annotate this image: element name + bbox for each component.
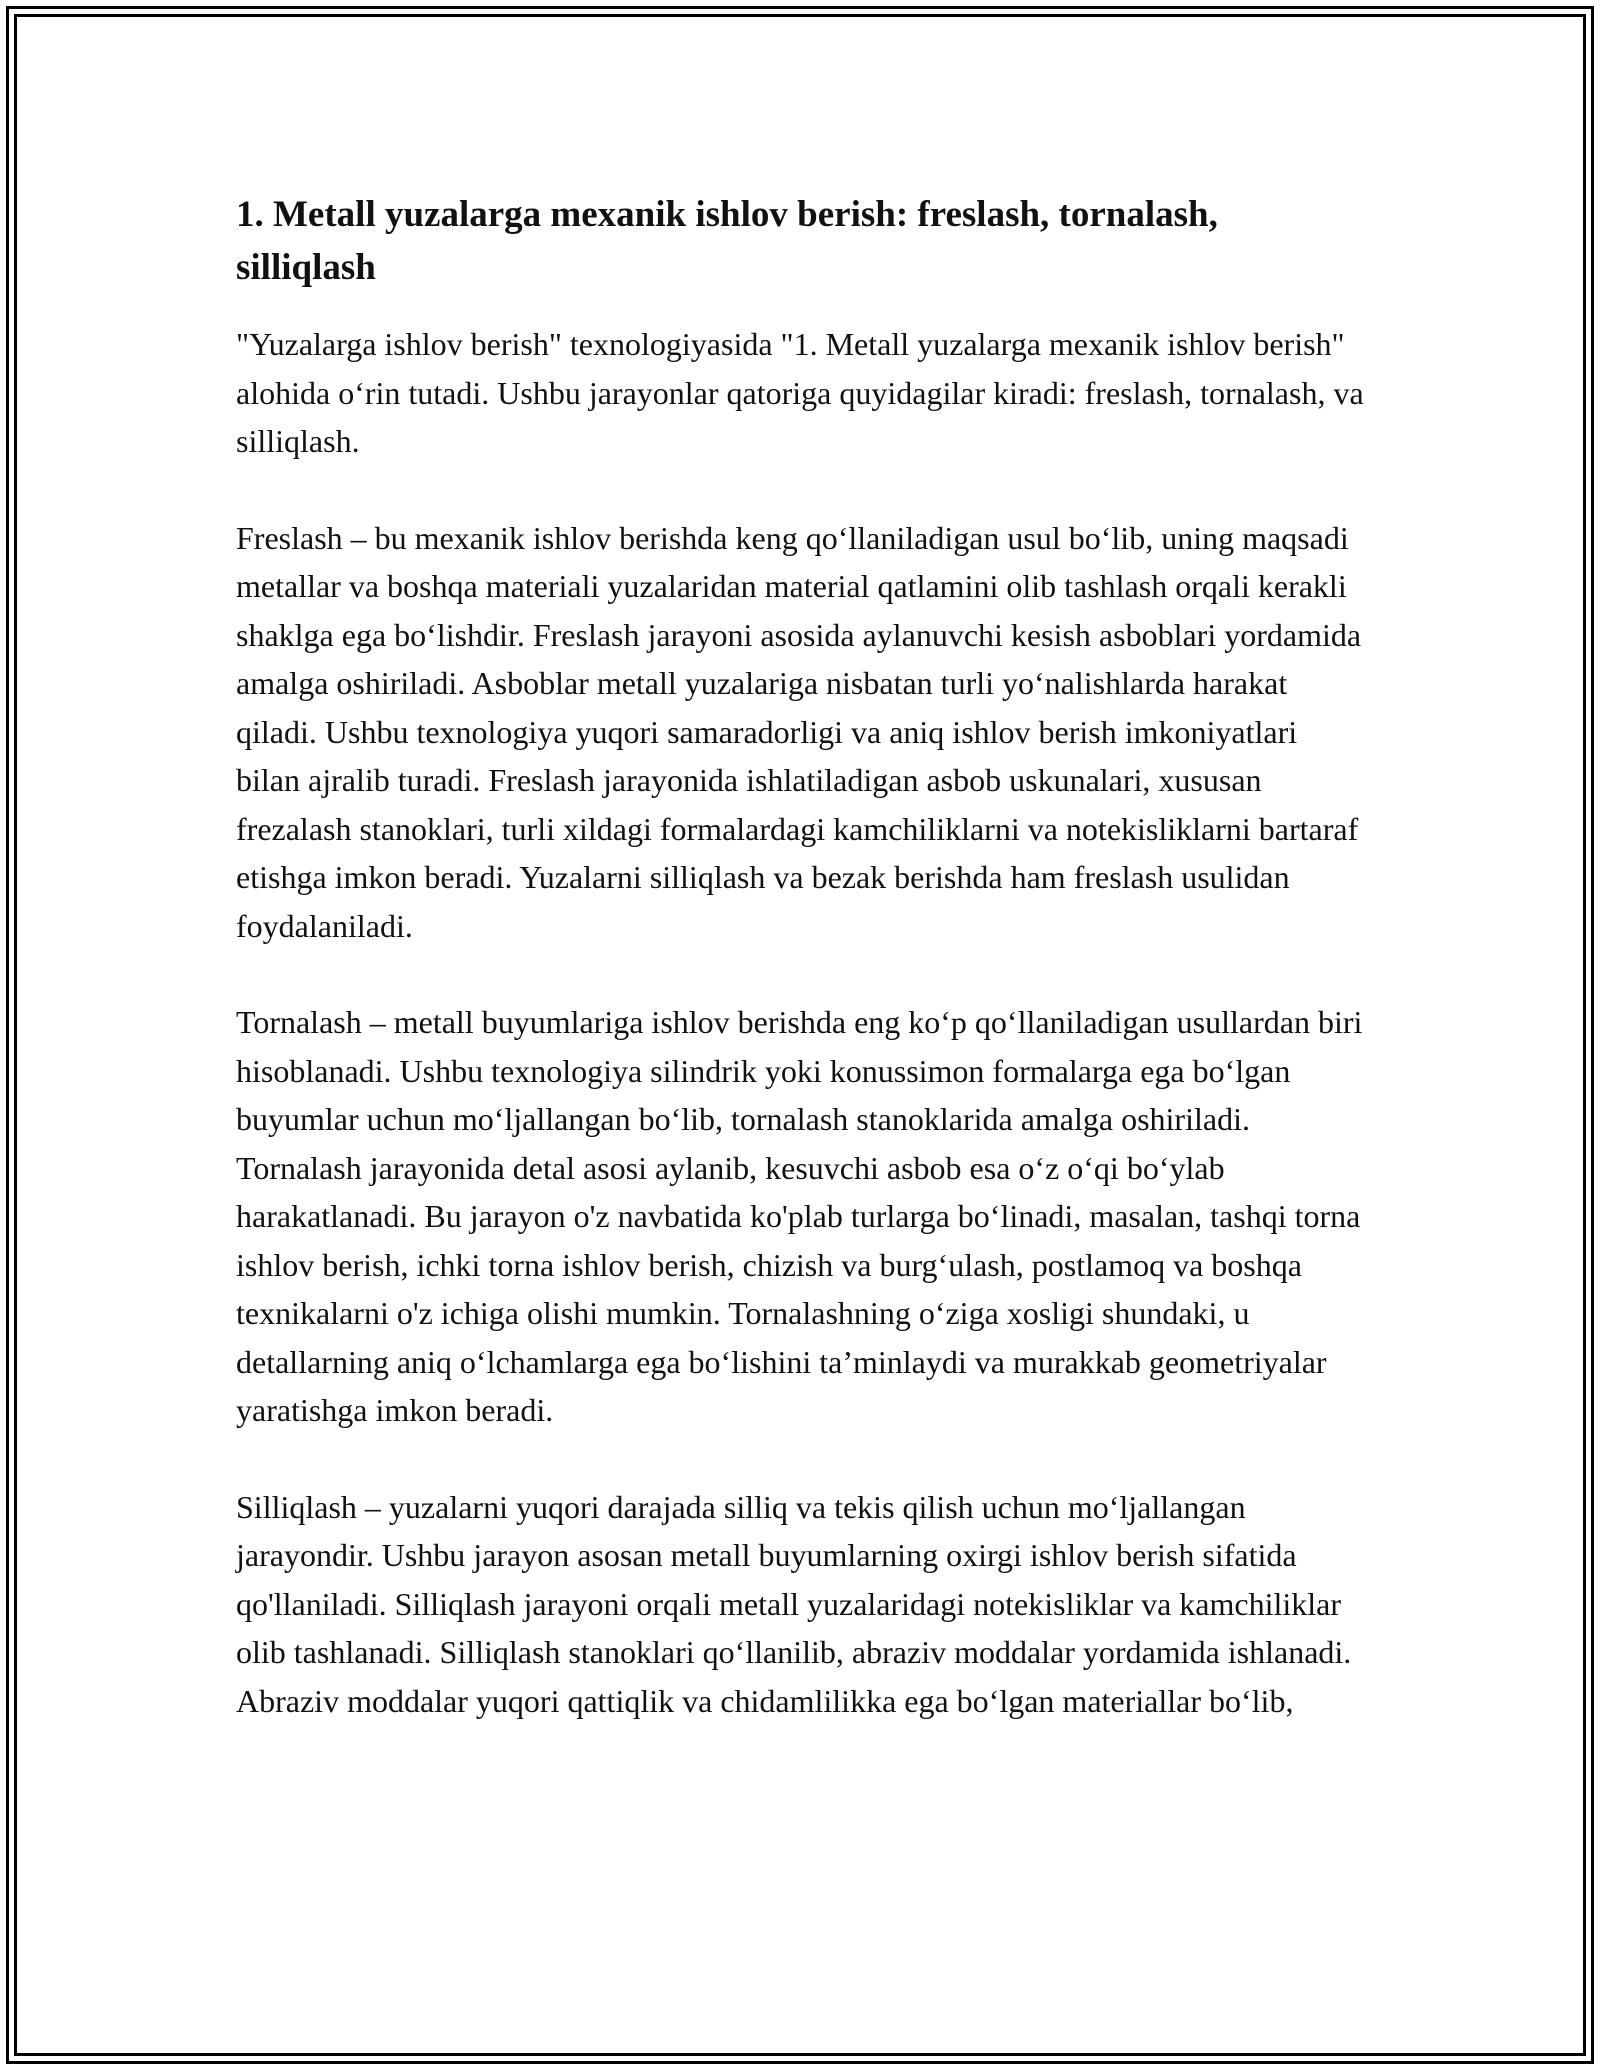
section-heading: 1. Metall yuzalarga mexanik ishlov berish: freslash, tornalash, silliqlash [236,194,1218,288]
document-body [236,188,1366,1773]
freslash-paragraph: Freslash – bu mexanik ishlov berishda keng qo‘llaniladigan usul bo‘lib, uning maqsadi metallar va boshqa materiali yuzalaridan material qatlamini olib tashlash orqali kerakli shaklga ega bo‘lishdir. Freslash jarayoni asosida aylanuvchi kesish asboblari yordamida amalga oshiriladi. Asboblar metall yuzalariga nisbatan turli yo‘nalishlarda harakat qiladi. Ushbu texnologiya yuqori samaradorligi va aniq ishlov berish imkoniyatlari bilan ajralib turadi. Freslash jarayonida ishlatiladigan asbob uskunalari, xususan frezalash stanoklari, turli xildagi formalardagi kamchiliklarni va notekisliklarni bartaraf etishga imkon beradi. Yuzalarni silliqlash va bezak berishda ham freslash usulidan foydalaniladi. [236,519,1362,944]
tornalash-paragraph: Tornalash – metall buyumlariga ishlov berishda eng ko‘p qo‘llaniladigan usullardan biri hisoblanadi. Ushbu texnologiya silindrik yoki konussimon formalarga ega bo‘lgan buyumlar uchun mo‘ljallangan bo‘lib, tornalash stanoklarida amalga oshiriladi. Tornalash jarayonida detal asosi aylanib, kesuvchi asbob esa o‘z o‘qi bo‘ylab harakatlanadi. Bu jarayon o'z navbatida ko'plab turlarga bo‘linadi, masalan, tashqi torna ishlov berish, ichki torna ishlov berish, chizish va burg‘ulash, postlamoq va boshqa texnikalarni o'z ichiga olishi mumkin. Tornalashning o‘ziga xosligi shundaki, u detallarning aniq o‘lchamlarga ega bo‘lishini ta’minlaydi va murakkab geometriyalar yaratishga imkon beradi. [236,1004,1363,1428]
intro-paragraph: "Yuzalarga ishlov berish" texnologiyasida "1. Metall yuzalarga mexanik ishlov berish" alohida o‘rin tutadi. Ushbu jarayonlar qatoriga quyidagilar kiradi: freslash, tornalash, va silliqlash. [236,326,1364,459]
silliqlash-paragraph: Silliqlash – yuzalarni yuqori darajada silliq va tekis qilish uchun mo‘ljallangan jarayondir. Ushbu jarayon asosan metall buyumlarning oxirgi ishlov berish sifatida qo'llaniladi. Silliqlash jarayoni orqali metall yuzalaridagi notekisliklar va kamchiliklar olib tashlanadi. Silliqlash stanoklari qo‘llanilib, abraziv moddalar yordamida ishlanadi. Abraziv moddalar yuqori qattiqlik va chidamlilikka ega bo‘lgan materiallar bo‘lib, [236,1488,1352,1719]
